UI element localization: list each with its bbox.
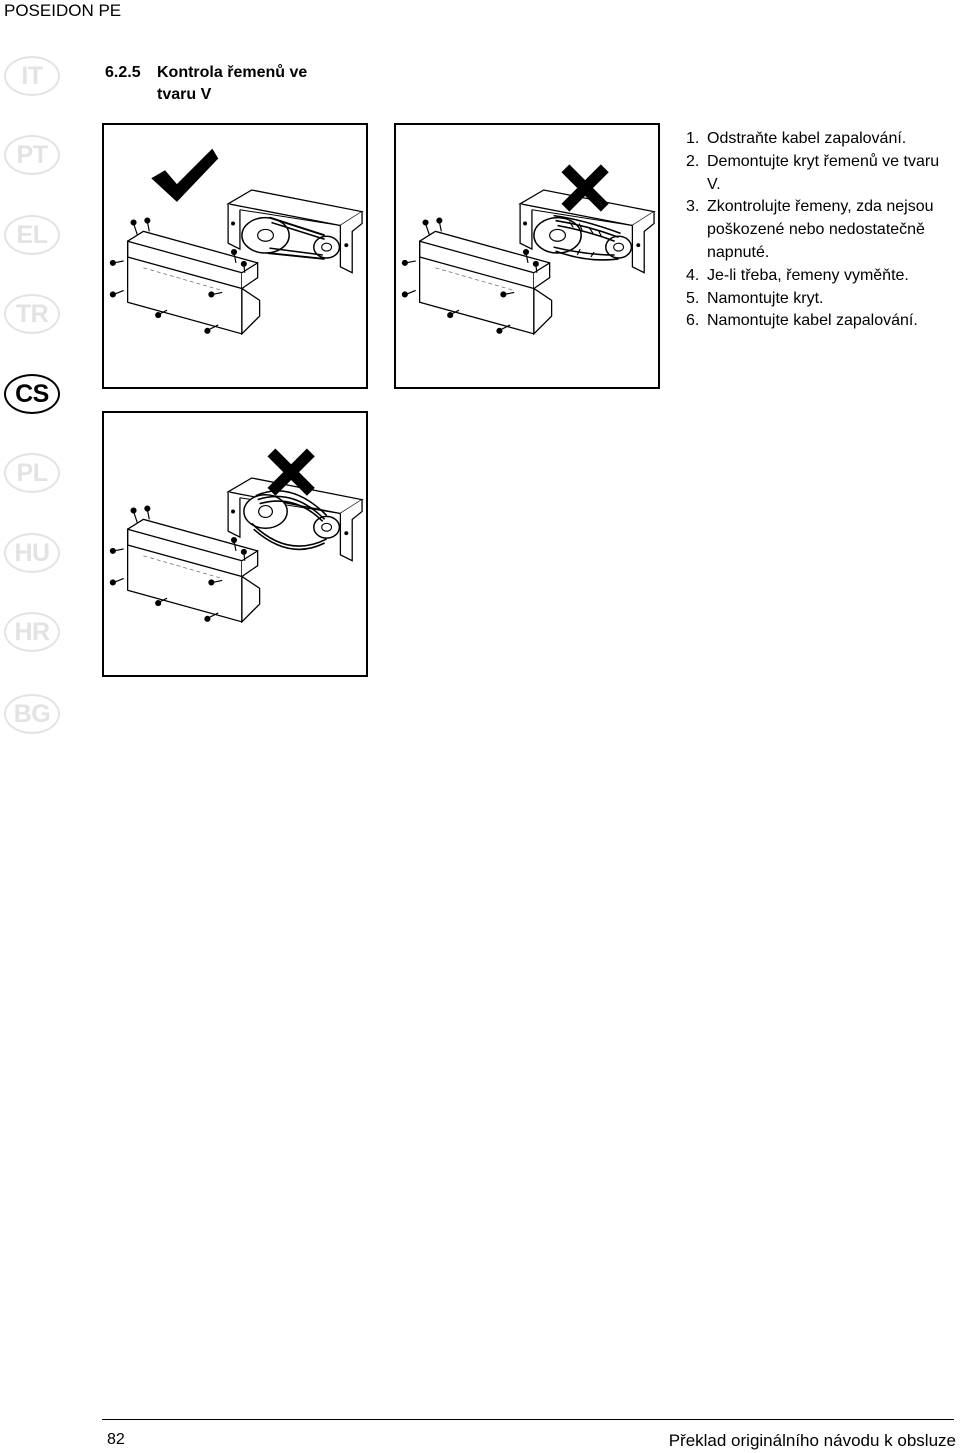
lang-badge-hu: HU — [4, 533, 60, 573]
lang-badge-cs-active: CS — [4, 374, 60, 414]
section-title-line2: tvaru V — [157, 86, 212, 103]
lang-badge-pl: PL — [4, 453, 60, 493]
section-number: 6.2.5 — [105, 64, 141, 81]
footer-divider — [102, 1419, 954, 1420]
figure-belt-correct — [102, 123, 368, 389]
lang-badge-bg: BG — [4, 694, 60, 734]
step-item: 2. Demontujte kryt řemenů ve tvaru V. — [686, 152, 940, 193]
lang-badge-hr: HR — [4, 612, 60, 652]
section-heading — [105, 62, 307, 106]
belt-diagram-correct — [104, 125, 366, 387]
step-item: 5. Namontujte kryt. — [686, 289, 824, 307]
section-title-line1: Kontrola řemenů ve — [157, 64, 308, 81]
lang-badge-pt: PT — [4, 135, 60, 175]
step-item: 6. Namontujte kabel zapalování. — [686, 312, 918, 330]
document-title: POSEIDON PE — [4, 1, 122, 20]
step-item: 3. Zkontrolujte řemeny, zda nejsou poškozené nebo nedostatečně napnuté. — [686, 198, 934, 261]
page-number: 82 — [107, 1431, 125, 1448]
check-icon — [151, 149, 218, 202]
belt-diagram-damaged — [396, 125, 658, 387]
step-text: Demontujte kryt řemenů ve tvaru V. — [707, 152, 940, 193]
lang-badge-tr: TR — [4, 294, 60, 334]
instruction-steps — [686, 128, 956, 333]
lang-badge-it: IT — [4, 56, 60, 96]
step-item: 4. Je-li třeba, řemeny vyměňte. — [686, 266, 909, 284]
step-text: Je-li třeba, řemeny vyměňte. — [707, 266, 909, 284]
belt-diagram-loose — [104, 413, 366, 675]
step-text: Odstraňte kabel zapalování. — [707, 130, 907, 147]
belt-pulleys — [242, 218, 340, 259]
step-text: Namontujte kryt. — [707, 289, 824, 307]
step-text: Zkontrolujte řemeny, zda nejsou poškozené nebo nedostatečně napnuté. — [707, 198, 934, 261]
footer-caption: Překlad originálního návodu k obsluze — [668, 1431, 956, 1450]
step-text: Namontujte kabel zapalování. — [707, 312, 918, 330]
lang-badge-el: EL — [4, 215, 60, 255]
figure-belt-damaged — [394, 123, 660, 389]
step-item: 1. Odstraňte kabel zapalování. — [686, 130, 907, 147]
figure-belt-loose — [102, 411, 368, 677]
